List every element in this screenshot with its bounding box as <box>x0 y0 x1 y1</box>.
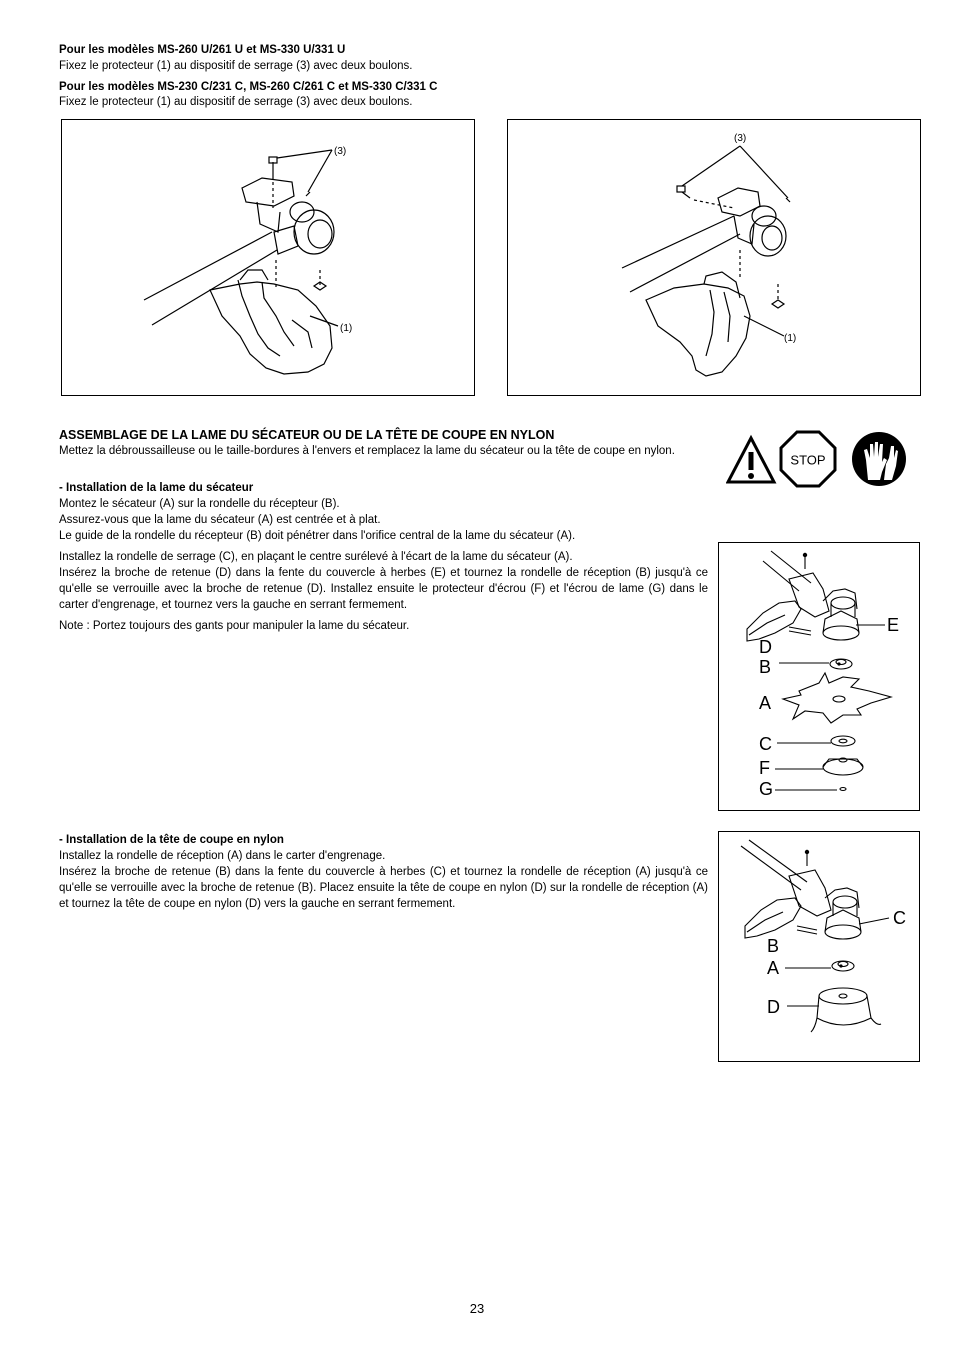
safety-icons <box>726 430 911 488</box>
warning-triangle-icon <box>728 438 774 482</box>
figure-c-protector <box>507 119 921 396</box>
heading-c-models: Pour les modèles MS-230 C/231 C, MS-260 C/261 C et MS-330 C/331 C <box>59 81 438 93</box>
label-b: B <box>759 657 772 677</box>
gloves-icon <box>852 432 906 486</box>
text-u-models: Fixez le protecteur (1) au dispositif de serrage (3) avec deux boulons. <box>59 60 413 72</box>
nylon-line-1: Installez la rondelle de réception (A) dans le carter d'engrenage. <box>59 850 386 862</box>
label-a: A <box>767 958 780 978</box>
label-b: B <box>767 936 780 956</box>
blade-line-2: Assurez-vous que la lame du sécateur (A) est centrée et à plat. <box>59 514 381 526</box>
stop-sign-icon <box>781 432 835 486</box>
label-guard-1: (1) <box>340 323 353 334</box>
figure-blade-assembly <box>718 542 920 811</box>
label-c: C <box>759 734 772 754</box>
label-guard-1: (1) <box>784 333 797 344</box>
stop-sign-text: STOP <box>790 452 826 468</box>
label-e: E <box>887 615 900 635</box>
text-c-models: Fixez le protecteur (1) au dispositif de serrage (3) avec deux boulons. <box>59 96 413 108</box>
blade-paragraph-b: Insérez la broche de retenue (D) dans la fente du couvercle à herbes (E) et tournez la rondelle de réception (B) jusqu'à ce qu'elle se verrouille avec la broche de retenue (D). Installez ensuite le protecteur d'écrou (F) et l'écrou de lame (G) dans le carter d'engrenage, et tournez vers la gauche en serrant fermement. <box>59 567 708 611</box>
label-d: D <box>759 637 772 657</box>
blade-paragraph <box>59 549 708 613</box>
nylon-heading: - Installation de la tête de coupe en nylon <box>59 834 284 846</box>
heading-u-models: Pour les modèles MS-260 U/261 U et MS-330 U/331 U <box>59 44 346 56</box>
blade-line-1: Montez le sécateur (A) sur la rondelle du récepteur (B). <box>59 498 340 510</box>
assembly-title: ASSEMBLAGE DE LA LAME DU SÉCATEUR OU DE LA TÊTE DE COUPE EN NYLON <box>59 428 555 442</box>
glove-note: Note : Portez toujours des gants pour manipuler la lame du sécateur. <box>59 620 410 632</box>
assembly-intro: Mettez la débroussailleuse ou le taille-bordures à l'envers et remplacez la lame du sécateur ou la tête de coupe en nylon. <box>59 445 675 457</box>
figure-nylon-head <box>718 831 920 1062</box>
label-g: G <box>759 779 774 799</box>
page-number: 23 <box>469 1301 485 1316</box>
label-c: C <box>893 908 906 928</box>
label-f: F <box>759 758 770 778</box>
nylon-paragraph: Insérez la broche de retenue (B) dans la fente du couvercle à herbes (C) et tournez la rondelle de réception (A) jusqu'à ce qu'elle se verrouille avec la broche de retenue (B). Placez ensuite la tête de coupe en nylon (D) sur la rondelle de réception (A) et tournez la tête de coupe en nylon (D) vers la gauche en serrant fermement. <box>59 866 708 910</box>
figure-u-protector <box>61 119 475 396</box>
blade-line-3: Le guide de la rondelle du récepteur (B) doit pénétrer dans l'orifice central de la lame du sécateur (A). <box>59 530 576 542</box>
label-clamp-3: (3) <box>334 146 347 157</box>
label-a: A <box>759 693 772 713</box>
label-d: D <box>767 997 780 1017</box>
blade-paragraph-a: Installez la rondelle de serrage (C), en plaçant le centre surélevé à l'écart de la lame du sécateur (A). <box>59 551 573 563</box>
blade-heading: - Installation de la lame du sécateur <box>59 482 254 494</box>
label-clamp-3: (3) <box>734 133 747 144</box>
